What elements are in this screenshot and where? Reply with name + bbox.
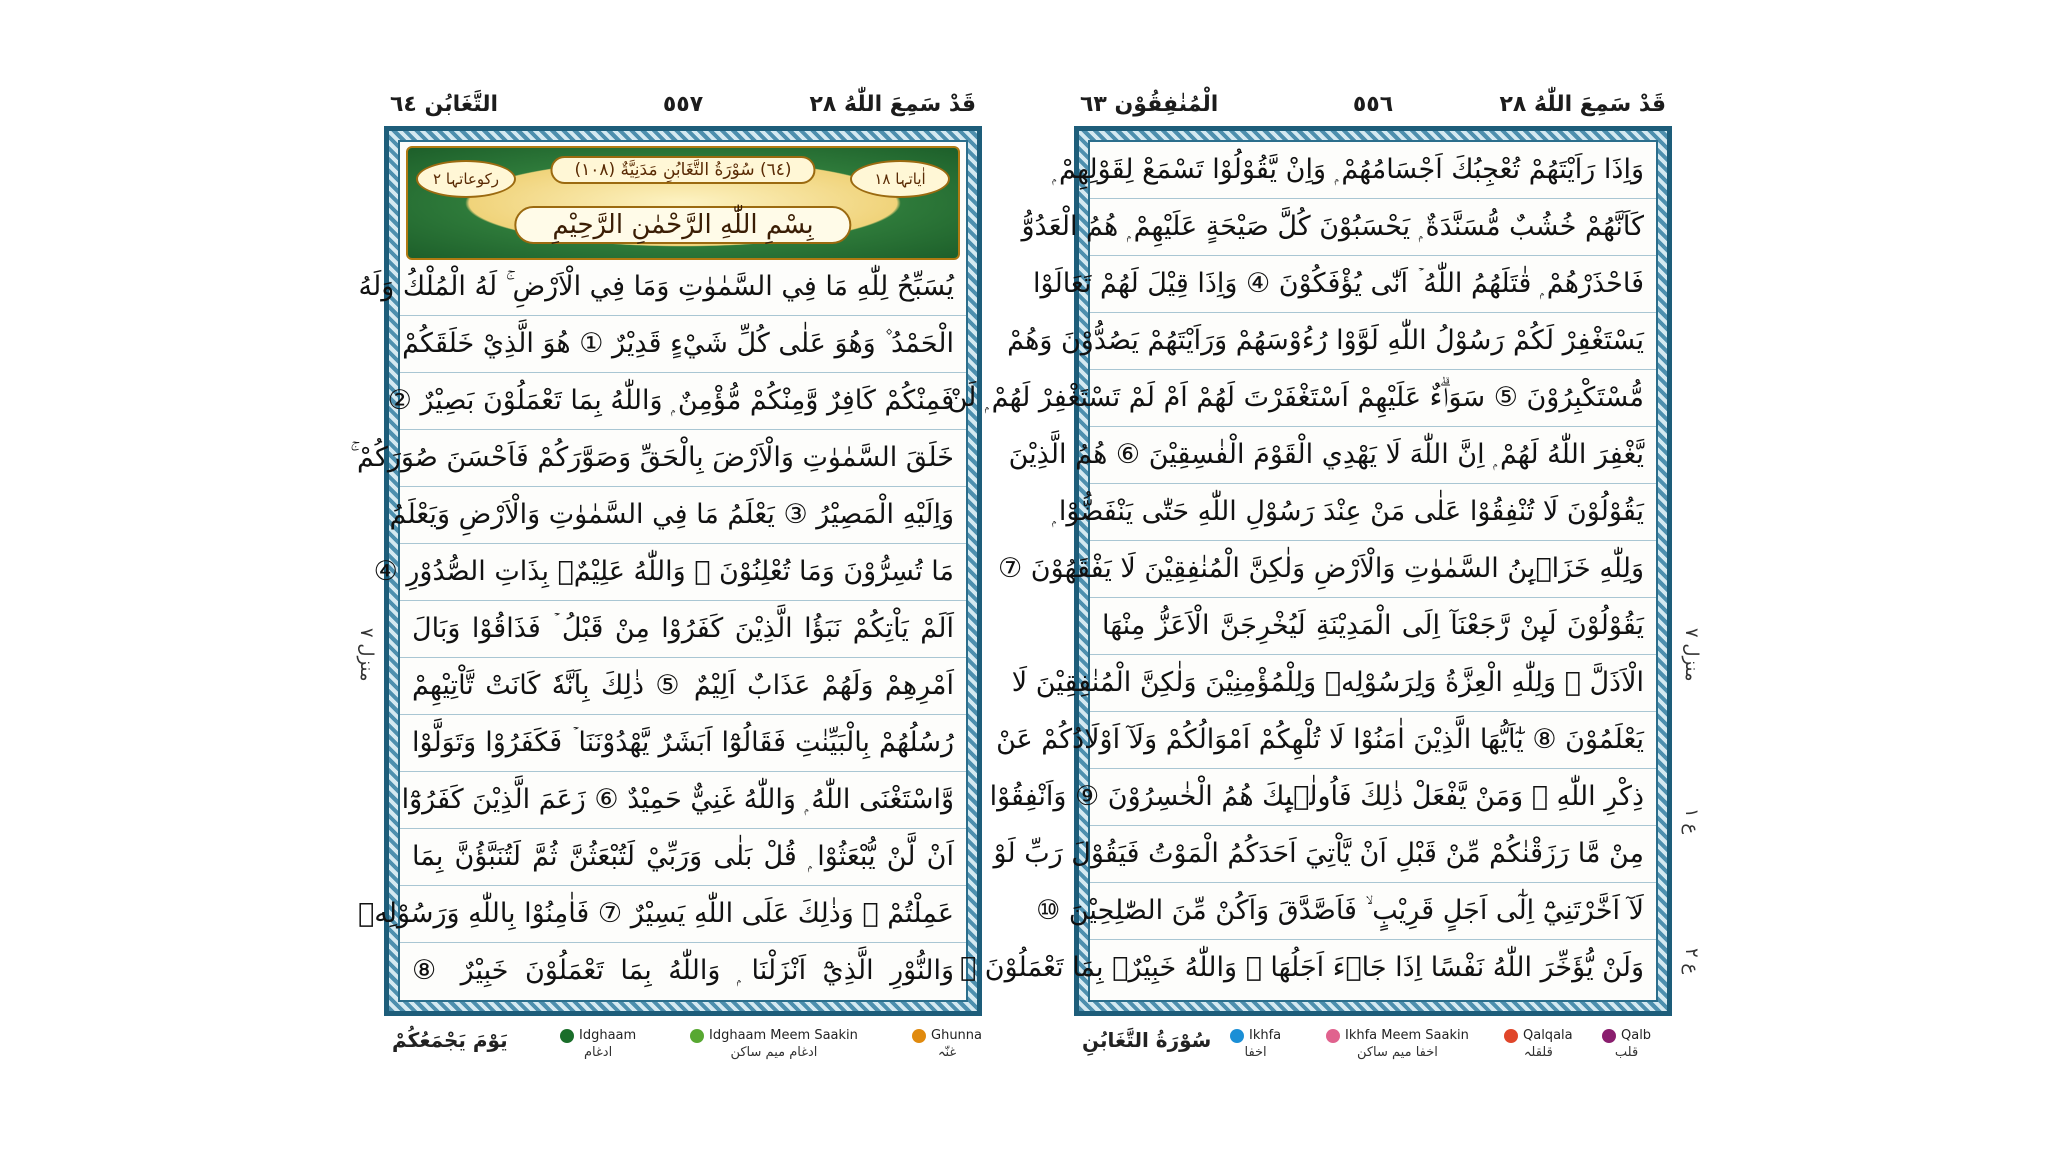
legend-color-swatch	[1602, 1029, 1616, 1043]
legend-label-en: Qalb	[1621, 1028, 1652, 1043]
legend-label-en: Ghunna	[931, 1028, 982, 1043]
verse-lines	[947, 142, 1656, 1000]
verse-line: مَا تُسِرُّوْنَ وَمَا تُعْلِنُوْنَ ۭ وَاللّٰهُ عَلِيْمٌۢ بِذَاتِ الصُّدُوْرِ ④	[400, 544, 966, 601]
surah-ruku-count: رکوعاتہا ٢	[416, 160, 516, 198]
left-page-footer	[384, 1026, 982, 1076]
legend-label-ur: اخفا	[1244, 1045, 1267, 1060]
verse-line: فَاحْذَرْهُمْ ۭ قٰتَلَهُمُ اللّٰهُ ۡ اَنّٰى يُؤْفَكُوْنَ ④ وَاِذَا قِيْلَ لَهُمْ تَعَالَوْا	[1090, 256, 1656, 313]
verse-line: يَقُوْلُوْنَ لَا تُنْفِقُوْا عَلٰى مَنْ عِنْدَ رَسُوْلِ اللّٰهِ حَتّٰى يَنْفَضُّوْا ۭ	[1090, 484, 1656, 541]
header-juz-name: قَدْ سَمِعَ اللّٰهُ ٢٨	[809, 92, 976, 117]
verse-line: خَلَقَ السَّمٰوٰتِ وَالْاَرْضَ بِالْحَقِّ وَصَوَّرَكُمْ فَاَحْسَنَ صُوَرَكُمْ ۚ	[400, 430, 966, 487]
legend-label-ur: اخفا میم ساکن	[1356, 1045, 1438, 1060]
header-surah-name: الْمُنٰفِقُوْن ٦٣	[1080, 92, 1219, 117]
verse-line: يَعْلَمُوْنَ ⑧ يٰٓاَيُّهَا الَّذِيْنَ اٰمَنُوْا لَا تُلْهِكُمْ اَمْوَالُكُمْ وَلَآ اَوْلَادُكُمْ عَنْ	[1090, 712, 1656, 769]
verse-line: وَّاسْتَغْنَى اللّٰهُ ۭ وَاللّٰهُ غَنِيٌّ حَمِيْدٌ ⑥ زَعَمَ الَّذِيْنَ كَفَرُوْٓا	[400, 772, 966, 829]
legend-item-ikhfa-meem-saakin	[1326, 1028, 1469, 1060]
header-page-number: ٥٥٦	[1352, 92, 1394, 117]
legend-color-swatch	[912, 1029, 926, 1043]
verse-line: لَآ اَخَّرْتَنِيْٓ اِلٰٓى اَجَلٍ قَرِيْبٍ ۙ فَاَصَّدَّقَ وَاَكُنْ مِّنَ الصّٰلِحِيْنَ ⑩	[1090, 883, 1656, 940]
right-page-header	[1074, 88, 1672, 128]
legend-color-swatch	[690, 1029, 704, 1043]
legend-item-idghaam	[560, 1028, 636, 1060]
legend-item-qalb	[1602, 1028, 1651, 1060]
verse-line: الْحَمْدُ ۫ وَهُوَ عَلٰى كُلِّ شَيْءٍ قَدِيْرٌ ① هُوَ الَّذِيْ خَلَقَكُمْ	[400, 316, 966, 373]
verse-line: عَمِلْتُمْ ۭ وَذٰلِكَ عَلَى اللّٰهِ يَسِيْرٌ ⑦ فَاٰمِنُوْا بِاللّٰهِ وَرَسُوْلِهٖ	[400, 886, 966, 943]
legend-label-ur: ادغام	[583, 1045, 613, 1060]
verse-line: وَلِلّٰهِ خَزَاۗىِٕنُ السَّمٰوٰتِ وَالْاَرْضِ وَلٰكِنَّ الْمُنٰفِقِيْنَ لَا يَفْقَهُوْنَ ⑦	[1090, 541, 1656, 598]
footer-catchword: يَوْمَ يَجْمَعُكُمْ	[392, 1028, 508, 1052]
legend-item-ikhfa	[1230, 1028, 1281, 1060]
footer-next-surah: سُوْرَةُ التَّغَابُنِ	[1082, 1028, 1212, 1052]
legend-label-ur: غنّہ	[937, 1045, 957, 1060]
verse-line: مُّسْتَكْبِرُوْنَ ⑤ سَوَاۗءٌ عَلَيْهِمْ اَسْتَغْفَرْتَ لَهُمْ اَمْ لَمْ تَسْتَغْفِرْ لَهُمْ ۭ لَنْ	[1090, 370, 1656, 427]
verse-line: مِنْ مَّا رَزَقْنٰكُمْ مِّنْ قَبْلِ اَنْ يَّاْتِيَ اَحَدَكُمُ الْمَوْتُ فَيَقُوْلَ رَبِّ لَوْ	[1090, 826, 1656, 883]
verse-line: الْاَذَلَّ ۭ وَلِلّٰهِ الْعِزَّةُ وَلِرَسُوْلِهٖ وَلِلْمُؤْمِنِيْنَ وَلٰكِنَّ الْمُنٰفِقِيْنَ لَا	[1090, 655, 1656, 712]
verse-line: اَنْ لَّنْ يُّبْعَثُوْا ۭ قُلْ بَلٰى وَرَبِّيْ لَتُبْعَثُنَّ ثُمَّ لَتُنَبَّؤُنَّ بِمَا	[400, 829, 966, 886]
legend-item-idghaam-meem-saakin	[690, 1028, 858, 1060]
manzil-marker: منزل ٧	[1681, 628, 1702, 682]
ruku-marker: ع ٢	[1681, 948, 1702, 975]
manzil-marker: منزل ٧	[356, 628, 377, 682]
legend-label-ur: قلقلہ	[1523, 1045, 1553, 1060]
left-page	[350, 88, 982, 1078]
verse-line: وَاِلَيْهِ الْمَصِيْرُ ③ يَعْلَمُ مَا فِي السَّمٰوٰتِ وَالْاَرْضِ وَيَعْلَمُ	[400, 487, 966, 544]
right-page-frame	[947, 126, 1672, 1016]
verse-line: وَاِذَا رَاَيْتَهُمْ تُعْجِبُكَ اَجْسَامُهُمْ ۭ وَاِنْ يَّقُوْلُوْا تَسْمَعْ لِقَوْلِهِمْ ۭ	[1090, 142, 1656, 199]
legend-color-swatch	[1230, 1029, 1244, 1043]
verse-line: وَالنُّوْرِ الَّذِيْٓ اَنْزَلْنَا ۭ وَاللّٰهُ بِمَا تَعْمَلُوْنَ خَبِيْرٌ ⑧	[412, 955, 954, 986]
legend-label-en: Qalqala	[1523, 1028, 1573, 1043]
verse-line: يَّغْفِرَ اللّٰهُ لَهُمْ ۭ اِنَّ اللّٰهَ لَا يَهْدِي الْقَوْمَ الْفٰسِقِيْنَ ⑥ هُمُ الَّذِيْنَ	[1090, 427, 1656, 484]
header-juz-name: قَدْ سَمِعَ اللّٰهُ ٢٨	[1499, 92, 1666, 117]
legend-color-swatch	[560, 1029, 574, 1043]
surah-header-panel	[406, 146, 960, 260]
verse-line: كَاَنَّهُمْ خُشُبٌ مُّسَنَّدَةٌ ۭ يَحْسَبُوْنَ كُلَّ صَيْحَةٍ عَلَيْهِمْ ۭ هُمُ الْعَدُوُّ	[1090, 199, 1656, 256]
left-page-header	[384, 88, 982, 128]
legend-label-en: Idghaam Meem Saakin	[709, 1028, 858, 1043]
verse-line: اَمْرِهِمْ وَلَهُمْ عَذَابٌ اَلِيْمٌ ⑤ ذٰلِكَ بِاَنَّهٗ كَانَتْ تَّاْتِيْهِمْ	[400, 658, 966, 715]
legend-label-ur: ادغام میم ساکن	[730, 1045, 818, 1060]
legend-color-swatch	[1326, 1029, 1340, 1043]
verse-line: فَمِنْكُمْ كَافِرٌ وَّمِنْكُمْ مُّؤْمِنٌ ۭ وَاللّٰهُ بِمَا تَعْمَلُوْنَ بَصِيْرٌ ②	[400, 373, 966, 430]
verse-line: وَلَنْ يُّؤَخِّرَ اللّٰهُ نَفْسًا اِذَا جَاۗءَ اَجَلُهَا ۭ وَاللّٰهُ خَبِيْرٌۢ بِمَا تَعْمَلُوْنَ ⑪	[959, 952, 1644, 983]
right-page-footer	[1074, 1026, 1672, 1076]
legend-item-ghunna	[912, 1028, 982, 1060]
legend-item-qalqala	[1504, 1028, 1573, 1060]
bismillah: بِسْمِ اللّٰهِ الرَّحْمٰنِ الرَّحِيْمِ	[514, 206, 851, 244]
surah-title: (٦٤) سُوْرَةُ التَّغَابُنِ مَدَنِيَّةٌ (١٠٨)	[550, 156, 815, 184]
legend-label-ur: قلب	[1614, 1045, 1639, 1060]
right-page-text-area	[947, 140, 1658, 1002]
legend-color-swatch	[1504, 1029, 1518, 1043]
legend-label-en: Ikhfa Meem Saakin	[1345, 1028, 1469, 1043]
verse-line: اَلَمْ يَاْتِكُمْ نَبَؤُا الَّذِيْنَ كَفَرُوْا مِنْ قَبْلُ ۡ فَذَاقُوْا وَبَالَ	[400, 601, 966, 658]
verse-line: يُسَبِّحُ لِلّٰهِ مَا فِي السَّمٰوٰتِ وَمَا فِي الْاَرْضِ ۚ لَهُ الْمُلْكُ وَلَهُ	[400, 259, 966, 316]
ruku-marker: ع ١	[1681, 808, 1702, 835]
header-page-number: ٥٥٧	[662, 92, 704, 117]
legend-label-en: Idghaam	[579, 1028, 637, 1043]
verse-line: ذِكْرِ اللّٰهِ ۚ وَمَنْ يَّفْعَلْ ذٰلِكَ فَاُولٰۗىِٕكَ هُمُ الْخٰسِرُوْنَ ⑨ وَاَنْفِقُوْا	[1090, 769, 1656, 826]
verse-line: رُسُلُهُمْ بِالْبَيِّنٰتِ فَقَالُوْٓا اَبَشَرٌ يَّهْدُوْنَنَا ۡ فَكَفَرُوْا وَتَوَلَّوْا	[400, 715, 966, 772]
verse-line: يَسْتَغْفِرْ لَكُمْ رَسُوْلُ اللّٰهِ لَوَّوْا رُءُوْسَهُمْ وَرَاَيْتَهُمْ يَصُدُّوْنَ وَهُمْ	[1090, 313, 1656, 370]
header-surah-name: التَّغَابُن ٦٤	[390, 92, 499, 117]
surah-ayat-count: اٰیاتہا ١٨	[850, 160, 950, 198]
legend-label-en: Ikhfa	[1249, 1028, 1282, 1043]
verse-line: يَقُوْلُوْنَ لَىِٕنْ رَّجَعْنَآ اِلَى الْمَدِيْنَةِ لَيُخْرِجَنَّ الْاَعَزُّ مِنْهَا	[1090, 598, 1656, 655]
